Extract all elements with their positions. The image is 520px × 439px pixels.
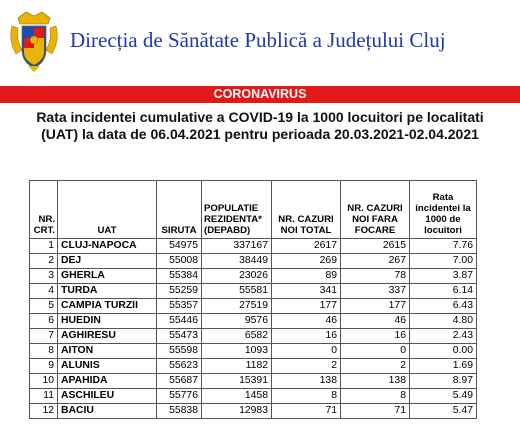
cell-uat: AITON <box>58 344 157 359</box>
cell-population: 15391 <box>202 374 272 389</box>
cell-uat: TURDA <box>58 284 157 299</box>
cell-population: 337167 <box>202 239 272 254</box>
cell-population: 27519 <box>202 299 272 314</box>
cell-rate: 4.80 <box>410 314 477 329</box>
cell-uat: GHERLA <box>58 269 157 284</box>
cell-cases-total: 341 <box>272 284 341 299</box>
cell-rate: 0.00 <box>410 344 477 359</box>
cell-rate: 7.00 <box>410 254 477 269</box>
cell-siruta: 55008 <box>157 254 202 269</box>
document-title: Rata incidentei cumulative a COVID-19 la 1000 locuitori pe localitati (UAT) la data de 06.04.2021 pentru perioada 20.03.2021-02.04.2021 <box>36 109 484 142</box>
cell-siruta: 54975 <box>157 239 202 254</box>
cell-rate: 6.43 <box>410 299 477 314</box>
table-row <box>30 374 477 389</box>
cell-rate: 5.49 <box>410 389 477 404</box>
table-row <box>30 239 477 254</box>
table-row <box>30 404 477 419</box>
cell-uat: CAMPIA TURZII <box>58 299 157 314</box>
cell-cases-no-outbreak: 0 <box>341 344 410 359</box>
column-header-rate: Rata incidentei la 1000 de locuitori <box>410 181 477 239</box>
cell-cases-total: 16 <box>272 329 341 344</box>
cell-uat: CLUJ-NAPOCA <box>58 239 157 254</box>
table-body <box>30 239 477 419</box>
cell-population: 6582 <box>202 329 272 344</box>
cell-nr: 6 <box>30 314 58 329</box>
cell-population: 1458 <box>202 389 272 404</box>
cell-cases-no-outbreak: 71 <box>341 404 410 419</box>
cell-rate: 8.97 <box>410 374 477 389</box>
cell-rate: 5.47 <box>410 404 477 419</box>
cell-cases-total: 46 <box>272 314 341 329</box>
table-header-row <box>30 181 477 239</box>
cell-cases-total: 8 <box>272 389 341 404</box>
cell-cases-no-outbreak: 2615 <box>341 239 410 254</box>
cell-rate: 7.76 <box>410 239 477 254</box>
cell-uat: BACIU <box>58 404 157 419</box>
cell-nr: 10 <box>30 374 58 389</box>
page-header <box>0 0 520 70</box>
table-row <box>30 359 477 374</box>
table-row <box>30 344 477 359</box>
cell-uat: ALUNIS <box>58 359 157 374</box>
cell-nr: 3 <box>30 269 58 284</box>
cell-cases-total: 269 <box>272 254 341 269</box>
cell-uat: DEJ <box>58 254 157 269</box>
section-banner: CORONAVIRUS <box>0 86 520 103</box>
cell-siruta: 55776 <box>157 389 202 404</box>
cell-population: 55581 <box>202 284 272 299</box>
table-row <box>30 269 477 284</box>
cell-siruta: 55473 <box>157 329 202 344</box>
cell-cases-no-outbreak: 177 <box>341 299 410 314</box>
cell-nr: 9 <box>30 359 58 374</box>
cell-cases-no-outbreak: 16 <box>341 329 410 344</box>
cell-population: 1093 <box>202 344 272 359</box>
column-header-uat: UAT <box>58 181 157 239</box>
cell-nr: 7 <box>30 329 58 344</box>
cell-siruta: 55623 <box>157 359 202 374</box>
cell-nr: 1 <box>30 239 58 254</box>
table-row <box>30 284 477 299</box>
cell-uat: AGHIRESU <box>58 329 157 344</box>
cell-cases-no-outbreak: 46 <box>341 314 410 329</box>
table-row <box>30 329 477 344</box>
cell-cases-no-outbreak: 337 <box>341 284 410 299</box>
cell-cases-no-outbreak: 78 <box>341 269 410 284</box>
cell-population: 9576 <box>202 314 272 329</box>
incidence-table <box>29 180 477 419</box>
cell-siruta: 55357 <box>157 299 202 314</box>
table-row <box>30 299 477 314</box>
romania-coat-of-arms-icon <box>8 10 60 72</box>
institution-title: Direcția de Sănătate Publică a Județului Cluj <box>70 28 446 52</box>
cell-rate: 6.14 <box>410 284 477 299</box>
cell-population: 12983 <box>202 404 272 419</box>
table-row <box>30 314 477 329</box>
column-header-population: POPULATIE REZIDENTA* (DEPABD) <box>202 181 272 239</box>
cell-siruta: 55838 <box>157 404 202 419</box>
cell-cases-total: 89 <box>272 269 341 284</box>
cell-nr: 4 <box>30 284 58 299</box>
cell-siruta: 55687 <box>157 374 202 389</box>
table-row <box>30 389 477 404</box>
cell-cases-total: 71 <box>272 404 341 419</box>
table-row <box>30 254 477 269</box>
cell-cases-no-outbreak: 138 <box>341 374 410 389</box>
cell-rate: 2.43 <box>410 329 477 344</box>
cell-cases-total: 0 <box>272 344 341 359</box>
cell-uat: HUEDIN <box>58 314 157 329</box>
cell-cases-total: 2617 <box>272 239 341 254</box>
column-header-cases-total: NR. CAZURI NOI TOTAL <box>272 181 341 239</box>
cell-siruta: 55446 <box>157 314 202 329</box>
cell-siruta: 55598 <box>157 344 202 359</box>
cell-cases-total: 2 <box>272 359 341 374</box>
cell-rate: 1.69 <box>410 359 477 374</box>
column-header-siruta: SIRUTA <box>157 181 202 239</box>
cell-population: 38449 <box>202 254 272 269</box>
column-header-nr: NR. CRT. <box>30 181 58 239</box>
cell-nr: 5 <box>30 299 58 314</box>
cell-nr: 8 <box>30 344 58 359</box>
cell-population: 23026 <box>202 269 272 284</box>
cell-siruta: 55259 <box>157 284 202 299</box>
cell-siruta: 55384 <box>157 269 202 284</box>
cell-cases-no-outbreak: 2 <box>341 359 410 374</box>
cell-uat: ASCHILEU <box>58 389 157 404</box>
cell-nr: 11 <box>30 389 58 404</box>
cell-cases-total: 138 <box>272 374 341 389</box>
cell-uat: APAHIDA <box>58 374 157 389</box>
cell-cases-no-outbreak: 8 <box>341 389 410 404</box>
cell-nr: 12 <box>30 404 58 419</box>
cell-rate: 3.87 <box>410 269 477 284</box>
cell-nr: 2 <box>30 254 58 269</box>
cell-population: 1182 <box>202 359 272 374</box>
column-header-cases-no-outbreak: NR. CAZURI NOI FARA FOCARE <box>341 181 410 239</box>
cell-cases-no-outbreak: 267 <box>341 254 410 269</box>
cell-cases-total: 177 <box>272 299 341 314</box>
